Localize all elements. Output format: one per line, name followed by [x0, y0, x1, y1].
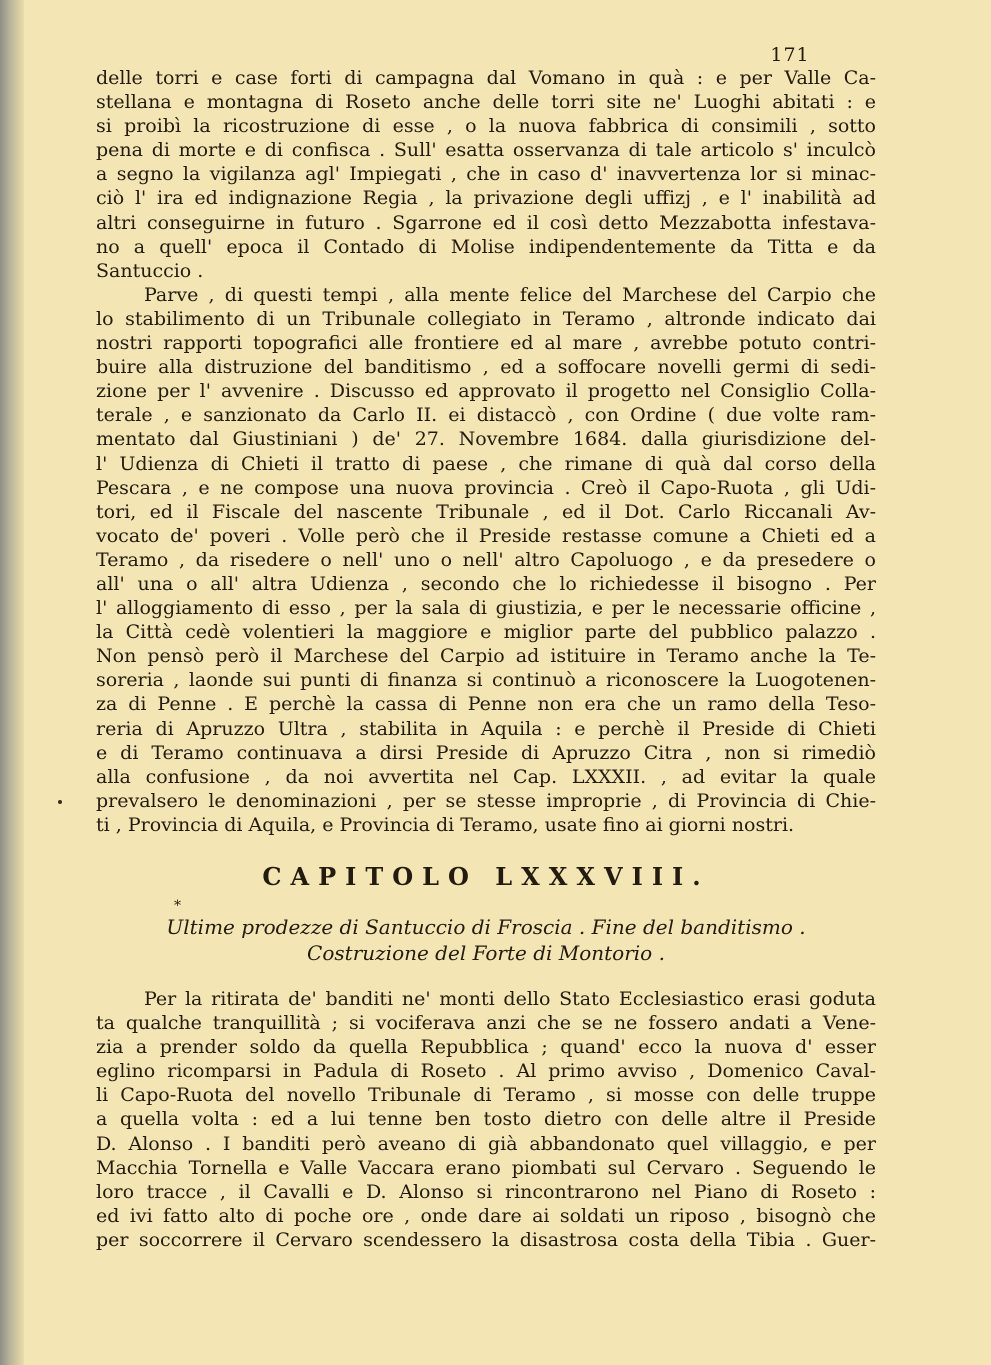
text-line: Pescara , e ne compose una nuova provincia . Creò il Capo-Ruota , gli Udi-: [96, 476, 876, 499]
text-line: reria di Apruzzo Ultra , stabilita in Aquila : e perchè il Preside di Chieti: [96, 717, 876, 740]
text-line: tori, ed il Fiscale del nascente Tribunale , ed il Dot. Carlo Riccanali Av-: [96, 500, 876, 523]
text-line: Teramo , da risedere o nell' uno o nell' altro Capoluogo , e da presedere o: [96, 548, 876, 571]
text-line: si proibì la ricostruzione di esse , o la nuova fabbrica di consimili , sotto: [96, 115, 876, 138]
text-line: ta qualche tranquillità ; si vociferava anzi che se ne fossero andati a Vene-: [96, 1012, 876, 1035]
margin-dot: [58, 800, 62, 804]
body-text-top: [96, 66, 876, 837]
text-line: ti , Provincia di Aquila, e Provincia di Teramo, usate fino ai giorni nostri.: [96, 813, 795, 836]
chapter-heading: CAPITOLO LXXXVIII.: [262, 862, 710, 891]
text-line: eglino ricomparsi in Padula di Roseto . Al primo avviso , Domenico Caval-: [96, 1060, 876, 1083]
text-line: nostri rapporti topografici alle frontiere ed al mare , avrebbe potuto contri-: [96, 332, 876, 355]
text-line: Santuccio .: [96, 259, 204, 282]
text-line: mentato dal Giustiniani ) de' 27. Novembre 1684. dalla giurisdizione del-: [96, 428, 876, 451]
text-line: Non pensò però il Marchese del Carpio ad istituire in Teramo anche la Te-: [96, 645, 876, 668]
subtitle-line: Ultime prodezze di Santuccio di Froscia . Fine del banditismo .: [166, 915, 806, 939]
text-line: stellana e montagna di Roseto anche delle torri site ne' Luoghi abitati : e: [96, 91, 876, 114]
text-line: buire alla distruzione del banditismo , ed a soffocare novelli germi di sedi-: [96, 356, 876, 379]
body-text-bottom: [96, 987, 876, 1252]
text-line: alla confusione , da noi avvertita nel Cap. LXXXII. , ad evitar la quale: [96, 765, 876, 788]
text-line: soreria , laonde sui punti di finanza si continuò a riconoscere la Luogotenen-: [96, 669, 876, 692]
text-line: vocato de' poveri . Volle però che il Preside restasse comune a Chieti ed a: [96, 524, 876, 547]
text-line: l' alloggiamento di esso , per la sala di giustizia, e per le necessarie officine ,: [96, 597, 876, 620]
text-line: zia a prender soldo da quella Repubblica ; quand' ecco la nuova d' esser: [96, 1036, 876, 1059]
chapter-subtitle: [96, 914, 876, 966]
text-line: all' una o all' altra Udienza , secondo che lo richiedesse il bisogno . Per: [96, 572, 876, 595]
text-line: la Città cedè volentieri la maggiore e miglior parte del pubblico palazzo .: [96, 621, 876, 644]
text-line: D. Alonso . I banditi però aveano di già abbandonato quel villaggio, e per: [96, 1132, 876, 1155]
book-gutter: [0, 0, 24, 1365]
text-line: za di Penne . E perchè la cassa di Penne non era che un ramo della Teso-: [96, 693, 876, 716]
asterisk-mark: *: [174, 898, 181, 914]
text-line: terale , e sanzionato da Carlo II. ei distaccò , con Ordine ( due volte ram-: [96, 404, 876, 427]
text-line: delle torri e case forti di campagna dal Vomano in quà : e per Valle Ca-: [96, 67, 876, 89]
text-line: ciò l' ira ed indignazione Regia , la privazione degli uffizj , e l' inabilità ad: [96, 187, 876, 210]
text-line: no a quell' epoca il Contado di Molise indipendentemente da Titta e da: [96, 235, 876, 258]
text-line: li Capo-Ruota del novello Tribunale di Teramo , si mosse con delle truppe: [96, 1084, 876, 1107]
page-number: 171: [770, 44, 810, 66]
text-line: Macchia Tornella e Valle Vaccara erano piombati sul Cervaro . Seguendo le: [96, 1156, 876, 1179]
text-line: per soccorrere il Cervaro scendessero la disastrosa costa della Tibia . Guer-: [96, 1228, 876, 1251]
text-line: altri conseguirne in futuro . Sgarrone ed il così detto Mezzabotta infestava-: [96, 211, 876, 234]
text-line: Parve , di questi tempi , alla mente felice del Marchese del Carpio che: [144, 283, 876, 306]
text-line: pena di morte e di confisca . Sull' esatta osservanza di tale articolo s' inculcò: [96, 139, 876, 162]
text-line: prevalsero le denominazioni , per se stesse improprie , di Provincia di Chie-: [96, 789, 876, 812]
text-line: zione per l' avvenire . Discusso ed approvato il progetto nel Consiglio Colla-: [96, 380, 876, 403]
text-line: l' Udienza di Chieti il tratto di paese , che rimane di quà dal corso della: [96, 452, 876, 475]
subtitle-line: Costruzione del Forte di Montorio .: [307, 941, 665, 965]
text-line: e di Teramo continuava a dirsi Preside di Apruzzo Citra , non si rimediò: [96, 741, 876, 764]
text-line: Per la ritirata de' banditi ne' monti dello Stato Ecclesiastico erasi goduta: [144, 988, 876, 1010]
text-line: ed ivi fatto alto di poche ore , onde dare ai soldati un riposo , bisognò che: [96, 1204, 876, 1227]
text-line: a quella volta : ed a lui tenne ben tosto dietro con delle altre il Preside: [96, 1108, 876, 1131]
text-line: lo stabilimento di un Tribunale collegiato in Teramo , altronde indicato dai: [96, 307, 876, 330]
text-line: a segno la vigilanza agl' Impiegati , che in caso d' inavvertenza lor si minac-: [96, 163, 876, 186]
text-line: loro tracce , il Cavalli e D. Alonso si rincontrarono nel Piano di Roseto :: [96, 1180, 876, 1203]
